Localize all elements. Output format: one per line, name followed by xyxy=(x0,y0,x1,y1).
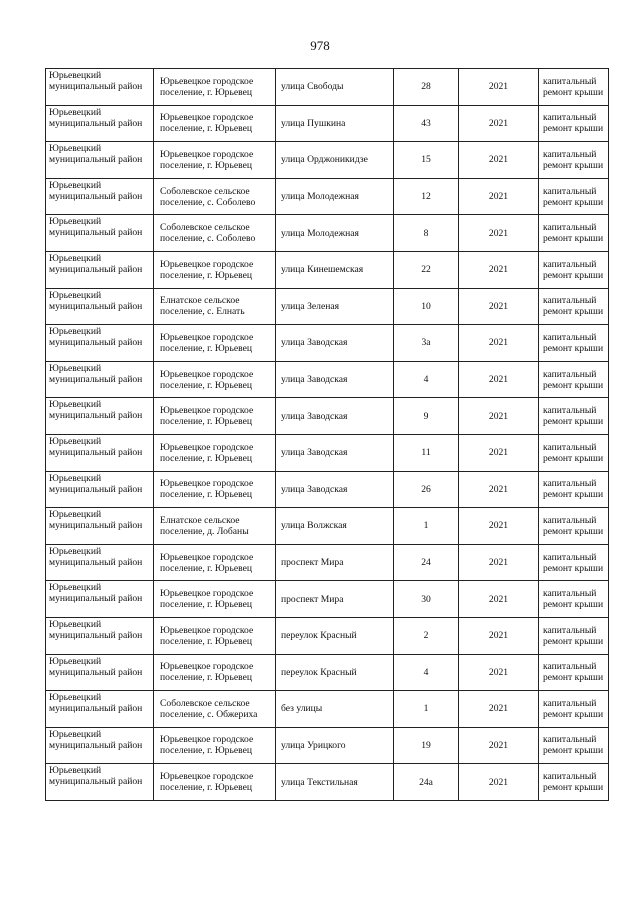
settlement-cell: Елнатское сельское поселение, д. Лобаны xyxy=(154,508,276,545)
year-cell: 2021 xyxy=(459,617,539,654)
page-number: 978 xyxy=(310,38,330,53)
work-type-cell: капитальный ремонт крыши xyxy=(539,105,609,142)
house-number-cell: 12 xyxy=(394,178,459,215)
house-number-cell: 1 xyxy=(394,508,459,545)
year-cell: 2021 xyxy=(459,581,539,618)
district-cell: Юрьевецкий муниципальный район xyxy=(46,764,154,801)
work-type-cell: капитальный ремонт крыши xyxy=(539,764,609,801)
work-type-cell: капитальный ремонт крыши xyxy=(539,398,609,435)
house-number-cell: 9 xyxy=(394,398,459,435)
table-row xyxy=(46,617,609,654)
house-number-cell: 4 xyxy=(394,361,459,398)
district-cell: Юрьевецкий муниципальный район xyxy=(46,69,154,106)
year-cell: 2021 xyxy=(459,398,539,435)
house-number-cell: 1 xyxy=(394,691,459,728)
street-cell: переулок Красный xyxy=(276,617,394,654)
district-cell: Юрьевецкий муниципальный район xyxy=(46,142,154,179)
street-cell: улица Урицкого xyxy=(276,727,394,764)
year-cell: 2021 xyxy=(459,691,539,728)
table-row xyxy=(46,215,609,252)
table-row xyxy=(46,361,609,398)
year-cell: 2021 xyxy=(459,142,539,179)
settlement-cell: Юрьевецкое городское поселение, г. Юрьевец xyxy=(154,544,276,581)
settlement-cell: Юрьевецкое городское поселение, г. Юрьевец xyxy=(154,654,276,691)
year-cell: 2021 xyxy=(459,105,539,142)
work-type-cell: капитальный ремонт крыши xyxy=(539,691,609,728)
house-number-cell: 4 xyxy=(394,654,459,691)
house-number-cell: 8 xyxy=(394,215,459,252)
district-cell: Юрьевецкий муниципальный район xyxy=(46,178,154,215)
table-row xyxy=(46,764,609,801)
table-row xyxy=(46,471,609,508)
street-cell: улица Заводская xyxy=(276,325,394,362)
street-cell: улица Пушкина xyxy=(276,105,394,142)
table-row xyxy=(46,178,609,215)
work-type-cell: капитальный ремонт крыши xyxy=(539,178,609,215)
street-cell: улица Молодежная xyxy=(276,215,394,252)
work-type-cell: капитальный ремонт крыши xyxy=(539,142,609,179)
repair-register-table xyxy=(45,68,609,801)
house-number-cell: 11 xyxy=(394,434,459,471)
settlement-cell: Соболевское сельское поселение, с. Обжериха xyxy=(154,691,276,728)
settlement-cell: Юрьевецкое городское поселение, г. Юрьевец xyxy=(154,471,276,508)
year-cell: 2021 xyxy=(459,325,539,362)
settlement-cell: Юрьевецкое городское поселение, г. Юрьевец xyxy=(154,617,276,654)
work-type-cell: капитальный ремонт крыши xyxy=(539,727,609,764)
district-cell: Юрьевецкий муниципальный район xyxy=(46,617,154,654)
year-cell: 2021 xyxy=(459,251,539,288)
street-cell: без улицы xyxy=(276,691,394,728)
house-number-cell: 3а xyxy=(394,325,459,362)
house-number-cell: 26 xyxy=(394,471,459,508)
district-cell: Юрьевецкий муниципальный район xyxy=(46,654,154,691)
table-row xyxy=(46,508,609,545)
district-cell: Юрьевецкий муниципальный район xyxy=(46,398,154,435)
table-body xyxy=(46,69,609,801)
street-cell: улица Заводская xyxy=(276,471,394,508)
year-cell: 2021 xyxy=(459,288,539,325)
street-cell: улица Кинешемская xyxy=(276,251,394,288)
year-cell: 2021 xyxy=(459,434,539,471)
work-type-cell: капитальный ремонт крыши xyxy=(539,288,609,325)
district-cell: Юрьевецкий муниципальный район xyxy=(46,727,154,764)
street-cell: улица Заводская xyxy=(276,434,394,471)
work-type-cell: капитальный ремонт крыши xyxy=(539,361,609,398)
table-row xyxy=(46,434,609,471)
street-cell: улица Заводская xyxy=(276,361,394,398)
settlement-cell: Юрьевецкое городское поселение, г. Юрьевец xyxy=(154,764,276,801)
table-row xyxy=(46,654,609,691)
street-cell: улица Заводская xyxy=(276,398,394,435)
year-cell: 2021 xyxy=(459,544,539,581)
work-type-cell: капитальный ремонт крыши xyxy=(539,215,609,252)
district-cell: Юрьевецкий муниципальный район xyxy=(46,325,154,362)
settlement-cell: Юрьевецкое городское поселение, г. Юрьевец xyxy=(154,105,276,142)
table-row xyxy=(46,398,609,435)
work-type-cell: капитальный ремонт крыши xyxy=(539,251,609,288)
house-number-cell: 24 xyxy=(394,544,459,581)
table-row xyxy=(46,325,609,362)
work-type-cell: капитальный ремонт крыши xyxy=(539,434,609,471)
house-number-cell: 43 xyxy=(394,105,459,142)
table-row xyxy=(46,69,609,106)
settlement-cell: Юрьевецкое городское поселение, г. Юрьевец xyxy=(154,361,276,398)
table-row xyxy=(46,105,609,142)
street-cell: улица Свободы xyxy=(276,69,394,106)
work-type-cell: капитальный ремонт крыши xyxy=(539,69,609,106)
settlement-cell: Юрьевецкое городское поселение, г. Юрьевец xyxy=(154,325,276,362)
street-cell: улица Текстильная xyxy=(276,764,394,801)
year-cell: 2021 xyxy=(459,361,539,398)
house-number-cell: 24а xyxy=(394,764,459,801)
settlement-cell: Юрьевецкое городское поселение, г. Юрьевец xyxy=(154,142,276,179)
year-cell: 2021 xyxy=(459,471,539,508)
district-cell: Юрьевецкий муниципальный район xyxy=(46,544,154,581)
year-cell: 2021 xyxy=(459,764,539,801)
year-cell: 2021 xyxy=(459,178,539,215)
work-type-cell: капитальный ремонт крыши xyxy=(539,508,609,545)
house-number-cell: 30 xyxy=(394,581,459,618)
table-row xyxy=(46,581,609,618)
district-cell: Юрьевецкий муниципальный район xyxy=(46,215,154,252)
house-number-cell: 22 xyxy=(394,251,459,288)
year-cell: 2021 xyxy=(459,654,539,691)
settlement-cell: Елнатское сельское поселение, с. Елнать xyxy=(154,288,276,325)
street-cell: улица Молодежная xyxy=(276,178,394,215)
settlement-cell: Юрьевецкое городское поселение, г. Юрьевец xyxy=(154,727,276,764)
street-cell: улица Зеленая xyxy=(276,288,394,325)
table-row xyxy=(46,142,609,179)
settlement-cell: Юрьевецкое городское поселение, г. Юрьевец xyxy=(154,398,276,435)
district-cell: Юрьевецкий муниципальный район xyxy=(46,508,154,545)
district-cell: Юрьевецкий муниципальный район xyxy=(46,471,154,508)
year-cell: 2021 xyxy=(459,69,539,106)
district-cell: Юрьевецкий муниципальный район xyxy=(46,361,154,398)
house-number-cell: 2 xyxy=(394,617,459,654)
table-row xyxy=(46,288,609,325)
work-type-cell: капитальный ремонт крыши xyxy=(539,471,609,508)
work-type-cell: капитальный ремонт крыши xyxy=(539,544,609,581)
street-cell: проспект Мира xyxy=(276,581,394,618)
settlement-cell: Юрьевецкое городское поселение, г. Юрьевец xyxy=(154,581,276,618)
settlement-cell: Юрьевецкое городское поселение, г. Юрьевец xyxy=(154,251,276,288)
table-row xyxy=(46,544,609,581)
table-row xyxy=(46,251,609,288)
table-row xyxy=(46,727,609,764)
year-cell: 2021 xyxy=(459,215,539,252)
house-number-cell: 10 xyxy=(394,288,459,325)
house-number-cell: 15 xyxy=(394,142,459,179)
district-cell: Юрьевецкий муниципальный район xyxy=(46,105,154,142)
settlement-cell: Соболевское сельское поселение, с. Соболево xyxy=(154,178,276,215)
street-cell: улица Орджоникидзе xyxy=(276,142,394,179)
district-cell: Юрьевецкий муниципальный район xyxy=(46,251,154,288)
settlement-cell: Юрьевецкое городское поселение, г. Юрьевец xyxy=(154,69,276,106)
year-cell: 2021 xyxy=(459,508,539,545)
work-type-cell: капитальный ремонт крыши xyxy=(539,617,609,654)
street-cell: улица Волжская xyxy=(276,508,394,545)
settlement-cell: Соболевское сельское поселение, с. Соболево xyxy=(154,215,276,252)
work-type-cell: капитальный ремонт крыши xyxy=(539,325,609,362)
street-cell: переулок Красный xyxy=(276,654,394,691)
work-type-cell: капитальный ремонт крыши xyxy=(539,581,609,618)
work-type-cell: капитальный ремонт крыши xyxy=(539,654,609,691)
district-cell: Юрьевецкий муниципальный район xyxy=(46,691,154,728)
house-number-cell: 19 xyxy=(394,727,459,764)
settlement-cell: Юрьевецкое городское поселение, г. Юрьевец xyxy=(154,434,276,471)
year-cell: 2021 xyxy=(459,727,539,764)
table-row xyxy=(46,691,609,728)
street-cell: проспект Мира xyxy=(276,544,394,581)
district-cell: Юрьевецкий муниципальный район xyxy=(46,434,154,471)
district-cell: Юрьевецкий муниципальный район xyxy=(46,581,154,618)
house-number-cell: 28 xyxy=(394,69,459,106)
district-cell: Юрьевецкий муниципальный район xyxy=(46,288,154,325)
